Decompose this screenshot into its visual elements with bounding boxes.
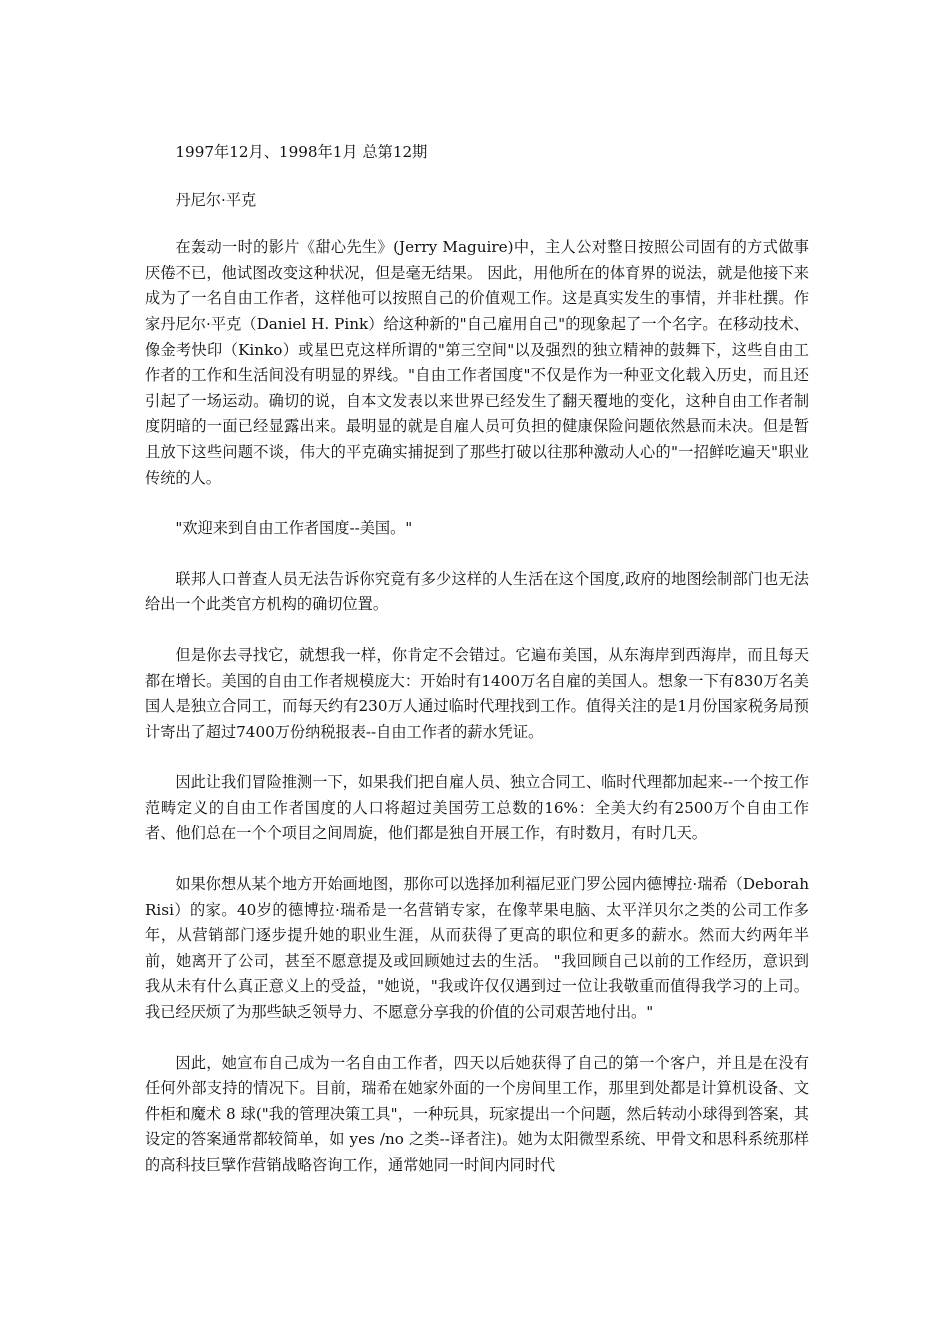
body-paragraph: 联邦人口普查人员无法告诉你究竟有多少这样的人生活在这个国度,政府的地图绘制部门也无法给出一个此类官方机构的确切位置。 xyxy=(145,569,809,614)
body-paragraph: "欢迎来到自由工作者国度--美国。" xyxy=(175,519,413,538)
document-page xyxy=(145,140,809,1204)
body-paragraph: 如果你想从某个地方开始画地图，那你可以选择加利福尼亚门罗公园内德博拉·瑞希（Deborah Risi）的家。40岁的德博拉·瑞希是一名营销专家，在像苹果电脑、太平洋贝尔之类的公司工作多年，从营销部门逐步提升她的职业生涯，从而获得了更高的职位和更多的薪水。然而大约两年半前，她离开了公司，甚至不愿意提及或回顾她过去的生活。 "我回顾自己以前的工作经历，意识到我从未有什么真正意义上的受益，"她说，"我或许仅仅遇到过一位让我敬重而值得我学习的上司。我已经厌烦了为那些缺乏领导力、不愿意分享我的价值的公司艰苦地付出。" xyxy=(145,875,809,1022)
author-name: 丹尼尔·平克 xyxy=(175,190,257,209)
issue-line: 1997年12月、1998年1月 总第12期 xyxy=(175,143,428,161)
body-paragraph: 因此，她宣布自己成为一名自由工作者，四天以后她获得了自己的第一个客户，并且是在没有任何外部支持的情况下。目前，瑞希在她家外面的一个房间里工作，那里到处都是计算机设备、文件柜和魔术 8 球("我的管理决策工具"，一种玩具，玩家提出一个问题，然后转动小球得到答案，其设定的答案通常都较简单，如 yes /no 之类--译者注)。她为太阳微型系统、甲骨文和思科系统那样的高科技巨擘作营销战略咨询工作，通常她同一时间内同时代 xyxy=(145,1053,809,1174)
body-paragraph: 但是你去寻找它，就想我一样，你肯定不会错过。它遍布美国，从东海岸到西海岸，而且每天都在增长。美国的自由工作者规模庞大：开始时有1400万名自雇的美国人。想象一下有830万名美国人是独立合同工，而每天约有230万人通过临时代理找到工作。值得关注的是1月份国家税务局预计寄出了超过7400万份纳税报表--自由工作者的薪水凭证。 xyxy=(145,645,809,741)
body-paragraph: 因此让我们冒险推测一下，如果我们把自雇人员、独立合同工、临时代理都加起来--一个按工作范畴定义的自由工作者国度的人口将超过美国劳工总数的16%：全美大约有2500万个自由工作者、他们总在一个个项目之间周旋，他们都是独自开展工作，有时数月，有时几天。 xyxy=(145,773,809,843)
body-paragraph: 在轰动一时的影片《甜心先生》(Jerry Maguire)中，主人公对整日按照公司固有的方式做事厌倦不已，他试图改变这种状况，但是毫无结果。 因此，用他所在的体育界的说法，就是他接下来成为了一名自由工作者，这样他可以按照自己的价值观工作。这是真实发生的事情，并非杜撰。作家丹尼尔·平克（Daniel H. Pink）给这种新的"自己雇用自己"的现象起了一个名字。在移动技术、像金考快印（Kinko）或星巴克这样所谓的"第三空间"以及强烈的独立精神的鼓舞下，这些自由工作者的工作和生活间没有明显的界线。"自由工作者国度"不仅是作为一种亚文化载入历史，而且还引起了一场运动。确切的说，自本文发表以来世界已经发生了翻天覆地的变化，这种自由工作者制度阴暗的一面已经显露出来。最明显的就是自雇人员可负担的健康保险问题依然悬而未决。但是暂且放下这些问题不谈，伟大的平克确实捕捉到了那些打破以往那种激动人心的"一招鲜吃遍天"职业传统的人。 xyxy=(145,238,809,487)
